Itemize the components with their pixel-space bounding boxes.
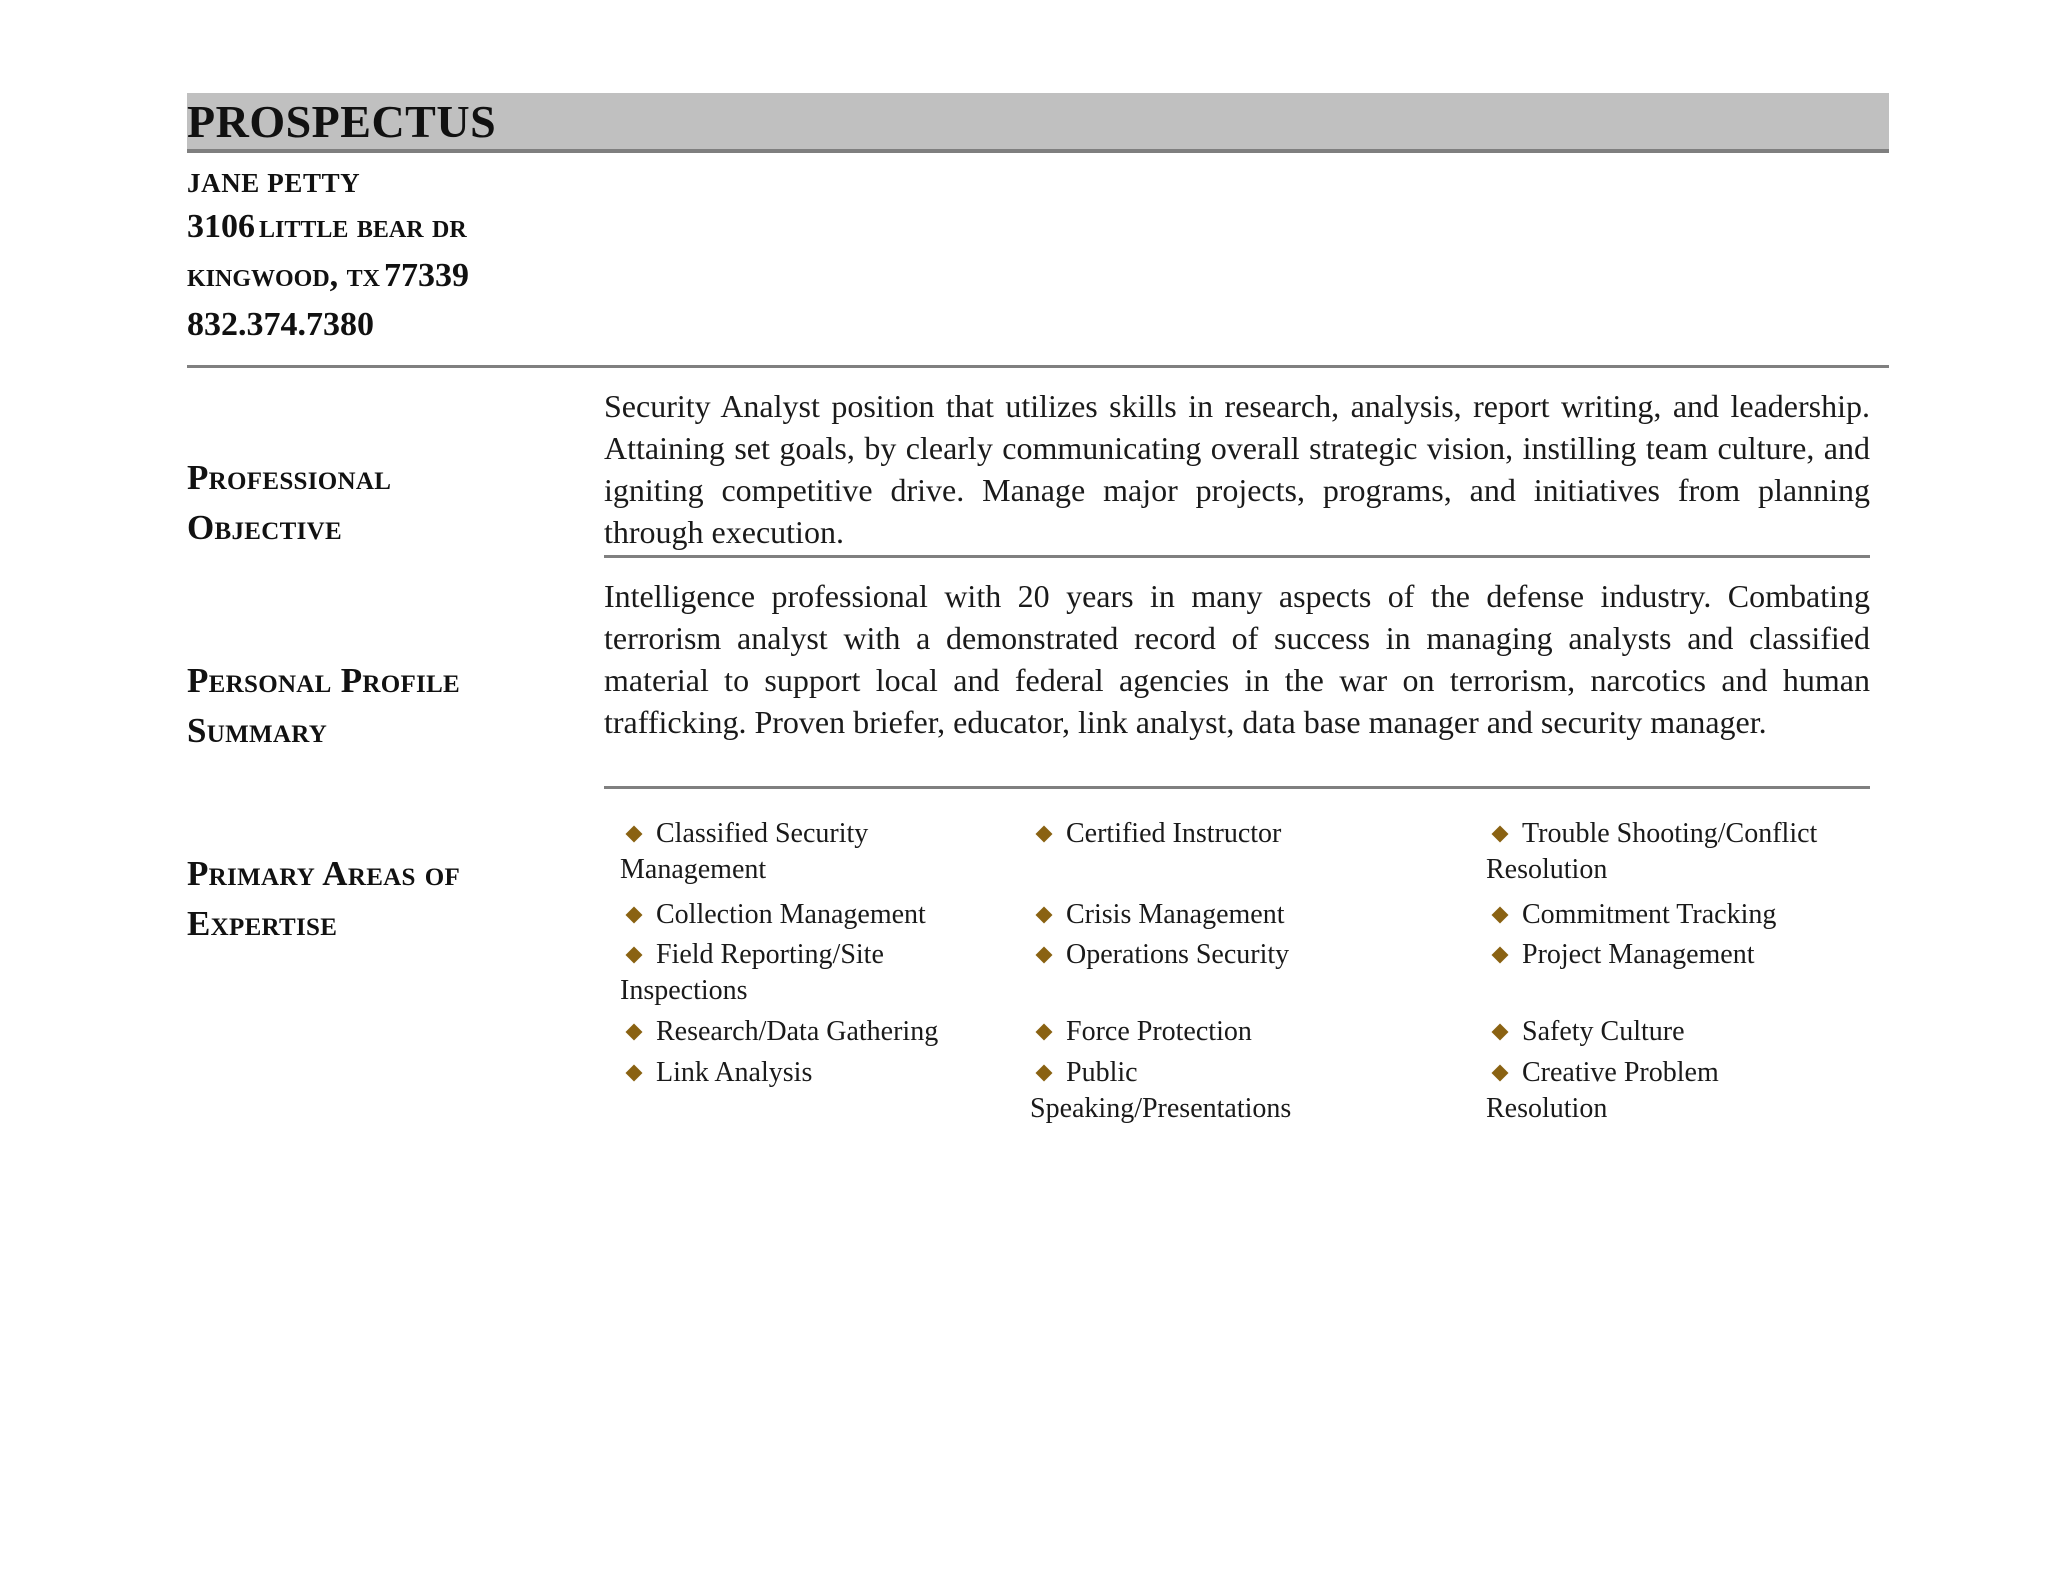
diamond-bullet-icon [1492,946,1509,963]
diamond-bullet-icon [626,825,643,842]
profile-heading-line2: Summary [187,711,328,750]
objective-heading-line1: Professional [187,458,392,497]
street-name: little bear dr [259,208,467,245]
diamond-bullet-icon [1036,906,1053,923]
profile-text: Intelligence professional with 20 years in many aspects of the defense industry. Combating terrorism analyst with a demonstrated record of success in managing analysts and classified material to support local and federal agencies in the war on terrorism, narcotics and human trafficking. Proven briefer, educator, link analyst, data base manager and security manager. [604,578,1870,740]
expertise-item: Crisis Management [1030,897,1430,933]
expertise-item: Field Reporting/Site Inspections [620,939,884,1006]
expertise-item: Link Analysis [620,1055,1000,1091]
diamond-bullet-icon [1492,906,1509,923]
diamond-bullet-icon [1492,1023,1509,1040]
expertise-item: Safety Culture [1486,1014,1886,1050]
expertise-item: Operations Security [1030,937,1430,973]
profile-divider [604,786,1870,789]
contact-address-line2 [187,254,469,303]
profile-heading [187,656,460,756]
profile-heading-line1: Personal Profile [187,661,461,700]
objective-text: Security Analyst position that utilizes skills in research, analysis, report writing, and leadership. Attaining set goals, by clearly communicating overall strategic vision, instilling team culture, and igniting competitive drive. Manage major projects, programs, and initiatives from planning through execution. [604,388,1870,550]
expertise-item: Project Management [1486,937,1886,973]
title-band [187,93,1889,153]
contact-address-line1 [187,205,469,254]
expertise-item: Classified Security Management [620,818,869,885]
expertise-item: Research/Data Gathering [620,1014,1020,1050]
contact-name: JANE PETTY [187,168,361,198]
objective-divider [604,555,1870,558]
diamond-bullet-icon [1036,1064,1053,1081]
expertise-item: Commitment Tracking [1486,897,1886,933]
expertise-item: Trouble Shooting/Conflict Resolution [1486,818,1818,885]
diamond-bullet-icon [1036,1023,1053,1040]
diamond-bullet-icon [1492,1064,1509,1081]
expertise-heading-line1: Primary Areas of [187,854,461,893]
expertise-item: Creative Problem Resolution [1486,1057,1719,1124]
expertise-heading-line2: Expertise [187,904,338,943]
diamond-bullet-icon [1036,946,1053,963]
expertise-item: Public Speaking/Presentations [1030,1057,1292,1124]
diamond-bullet-icon [626,906,643,923]
document-title: PROSPECTUS [187,96,497,147]
expertise-item: Collection Management [620,897,1000,933]
expertise-item: Certified Instructor [1030,816,1430,852]
contact-block [187,162,469,346]
diamond-bullet-icon [626,1064,643,1081]
expertise-item: Force Protection [1030,1014,1430,1050]
contact-phone: 832.374.7380 [187,306,374,343]
objective-heading-line2: Objective [187,508,342,547]
header-divider [187,365,1889,368]
diamond-bullet-icon [626,946,643,963]
expertise-heading [187,849,460,949]
diamond-bullet-icon [1492,825,1509,842]
objective-heading [187,453,391,553]
city-state: kingwood, tx [187,257,381,294]
street-number: 3106 [187,208,255,245]
diamond-bullet-icon [1036,825,1053,842]
diamond-bullet-icon [626,1023,643,1040]
zip-code: 77339 [384,257,470,294]
